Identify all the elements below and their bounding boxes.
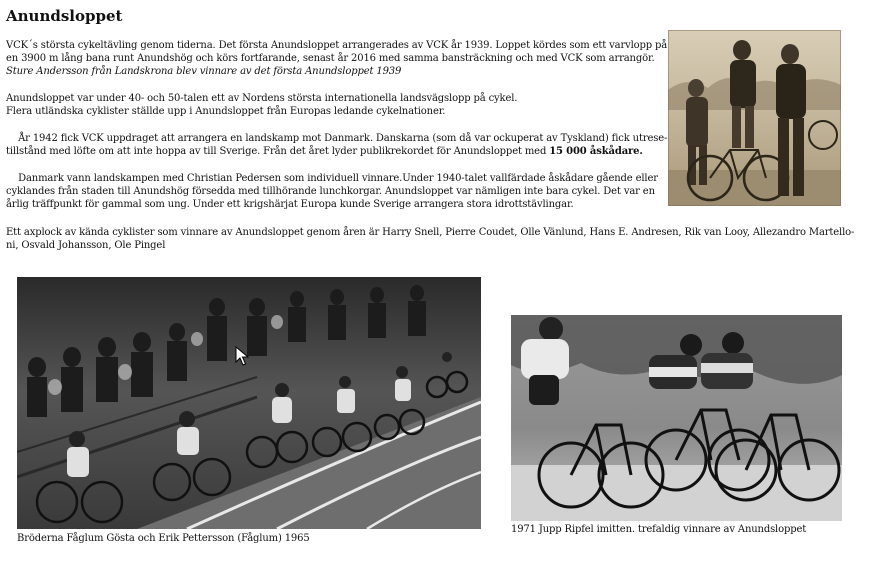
winners-line-2: ni, Osvald Johansson, Ole Pingel <box>6 240 166 252</box>
danmark-line-1: Danmark vann landskampen med Christian Pedersen som individuell vinnare.Under 1940-talet vallfärdade åskådare gående eller <box>6 173 658 184</box>
winners-line-1: Ett axplock av kända cyklister som vinnare av Anundsloppet genom åren är Harry Snell, Pierre Coudet, Olle Vänlund, Hans E. Andresen, Rik van Looy, Allezandro Martello- <box>6 227 855 238</box>
landskamp-line-2-text: tillstånd med löfte om att inte hoppa av till Sverige. Från det året lyder publikrekordet för Anundsloppet med <box>6 146 550 158</box>
arrow-cursor-icon <box>235 346 249 366</box>
history-line-1: Anundsloppet var under 40- och 50-talen ett av Nordens största internationella landsvägslopp på cykel. <box>6 93 518 104</box>
ripfel-photo <box>511 315 842 521</box>
peloton-photo <box>17 277 481 529</box>
danmark-line-3: årlig träffpunkt för gammal som ung. Under ett krigshärjat Europa kunde Sverige arrangera stora idrottstävlingar. <box>6 199 574 211</box>
winners-paragraph <box>6 226 856 252</box>
landskamp-line-1: År 1942 fick VCK uppdraget att arrangera en landskamp mot Danmark. Danskarna (som då var ockuperat av Tyskland) fick utrese- <box>6 133 668 144</box>
danmark-line-2: cyklandes från staden till Anundshög försedda med tillhörande lunchkorgar. Anundsloppet var nämligen inte bara cykel. Det var en <box>6 186 655 198</box>
peloton-caption: Bröderna Fåglum Gösta och Erik Pettersson (Fåglum) 1965 <box>17 533 310 544</box>
intro-line-2: en 3900 m lång bana runt Anundshög och körs fortfarande, senast år 2016 med samma bansträckning och med VCK som arrangör. <box>6 53 655 65</box>
intro-first-winner: Sture Andersson från Landskrona blev vinnare av det första Anundsloppet 1939 <box>6 66 402 78</box>
audience-record: 15 000 åskådare. <box>549 146 643 158</box>
danmark-paragraph <box>6 172 658 212</box>
landskamp-line-2 <box>6 145 658 158</box>
landskamp-paragraph <box>6 132 668 158</box>
intro-line-1: VCK´s största cykeltävling genom tiderna. Det första Anundsloppet arrangerades av VCK år 1939. Loppet kördes som ett varvlopp på <box>6 40 668 51</box>
ripfel-caption: 1971 Jupp Ripfel imitten. trefaldig vinnare av Anundsloppet <box>511 524 807 535</box>
history-line-2: Flera utländska cyklister ställde upp i Anundsloppet från Europas ledande cykelnationer. <box>6 106 446 118</box>
first-winner-photo <box>668 30 841 206</box>
intro-paragraph <box>6 39 668 79</box>
page-title: Anundsloppet <box>6 7 123 25</box>
history-paragraph <box>6 92 658 118</box>
